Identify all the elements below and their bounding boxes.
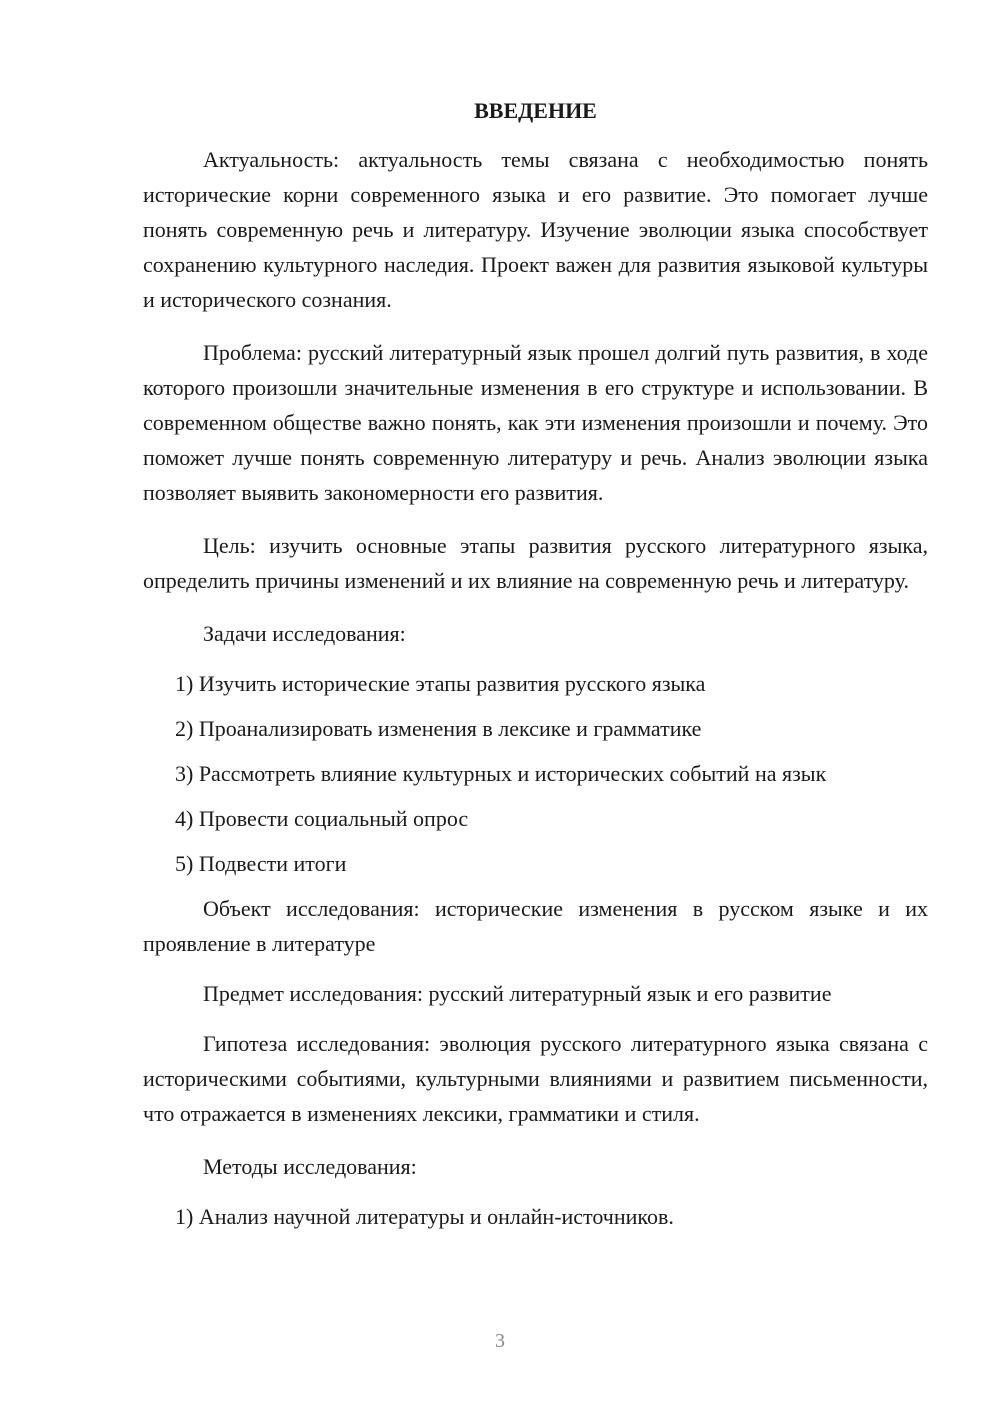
methods-heading: Методы исследования: — [203, 1154, 417, 1179]
document-page — [143, 96, 928, 1244]
task-item: 5) Подвести итоги — [175, 851, 347, 876]
task-item: 4) Провести социальный опрос — [175, 806, 469, 831]
task-item: 1) Изучить исторические этапы развития русского языка — [175, 671, 706, 696]
task-item: 2) Проанализировать изменения в лексике и грамматике — [175, 716, 702, 741]
subject-paragraph: Предмет исследования: русский литературный язык и его развитие — [203, 981, 832, 1006]
page-number: 3 — [495, 1330, 505, 1352]
object-paragraph: Объект исследования: исторические изменения в русском языке и их проявление в литературе — [143, 896, 928, 956]
goal-paragraph: Цель: изучить основные этапы развития русского литературного языка, определить причины изменений и их влияние на современную речь и литературу. — [143, 533, 928, 593]
problem-paragraph: Проблема: русский литературный язык прошел долгий путь развития, в ходе которого произошли значительные изменения в его структуре и использовании. В современном обществе важно понять, как эти изменения произошли и почему. Это поможет лучше понять современную литературу и речь. Анализ эволюции языка позволяет выявить закономерности его развития. — [143, 340, 928, 505]
task-item: 3) Рассмотреть влияние культурных и исторических событий на язык — [175, 761, 827, 786]
tasks-heading: Задачи исследования: — [203, 621, 406, 646]
method-item: 1) Анализ научной литературы и онлайн-источников. — [175, 1204, 674, 1229]
section-title: ВВЕДЕНИЕ — [474, 98, 597, 123]
relevance-paragraph: Актуальность: актуальность темы связана с необходимостью понять исторические корни современного языка и его развитие. Это помогает лучше понять современную речь и литературу. Изучение эволюции языка способствует сохранению культурного наследия. Проект важен для развития языковой культуры и исторического сознания. — [143, 147, 928, 312]
hypothesis-paragraph: Гипотеза исследования: эволюция русского литературного языка связана с историческими событиями, культурными влияниями и развитием письменности, что отражается в изменениях лексики, грамматики и стиля. — [143, 1031, 928, 1126]
